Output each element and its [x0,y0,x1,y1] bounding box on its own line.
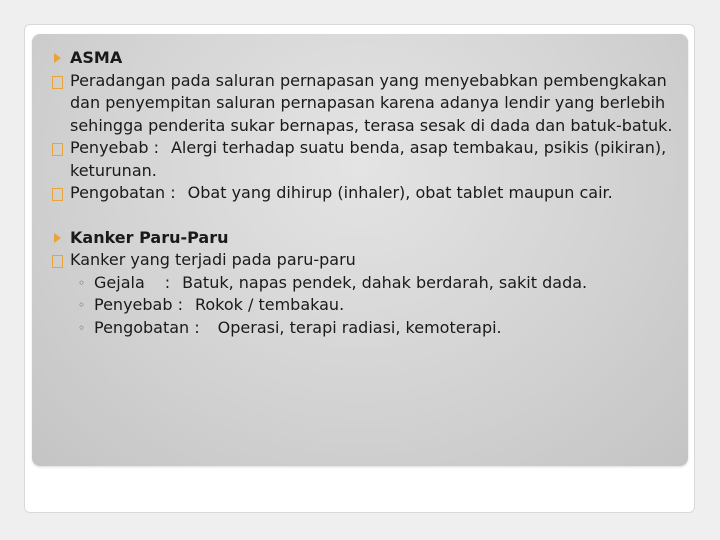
circle-bullet-icon: ◦ [78,275,86,290]
asma-treatment-value: Obat yang dihirup (inhaler), obat tablet maupun cair. [187,183,613,202]
asma-treatment-label: Pengobatan : [70,183,176,202]
kanker-definition: Kanker yang terjadi pada paru-paru [70,250,356,269]
slide-body [52,47,692,339]
kanker-treatment-value: Operasi, terapi radiasi, kemoterapi. [217,317,502,337]
box-bullet-icon [52,137,66,165]
asma-cause-value: Alergi terhadap suatu benda, asap tembakau, psikis (pikiran), keturunan. [70,138,667,180]
box-bullet-icon [52,182,66,210]
kanker-definition-item [52,249,692,272]
kanker-cause-value: Rokok / tembakau. [194,295,345,314]
kanker-cause-label: Penyebab : [94,295,183,314]
kanker-heading: Kanker Paru-Paru [70,227,229,247]
asma-cause-item [52,137,692,182]
asma-definition: Peradangan pada saluran pernapasan yang menyebabkan pembengkakan dan penyempitan saluran pernapasan karena adanya lendir yang berlebih sehingga penderita sukar bernapas, terasa sesak di dada dan batuk-batuk. [70,70,673,135]
arrow-bullet-icon [52,47,66,72]
asma-heading-item [52,47,692,70]
circle-bullet-icon: ◦ [78,320,86,335]
kanker-symptom-label: Gejala [94,272,145,292]
kanker-symptom-sep: : [164,272,171,292]
kanker-treatment-item [52,317,692,340]
asma-treatment-item [52,182,692,205]
arrow-bullet-icon [52,227,66,252]
kanker-symptom-value: Batuk, napas pendek, dahak berdarah, sakit dada. [182,272,588,292]
kanker-symptom-item [52,272,692,295]
circle-bullet-icon: ◦ [78,298,86,312]
kanker-treatment-label: Pengobatan : [94,317,200,337]
asma-cause-label: Penyebab : [70,138,159,157]
asma-definition-item [52,70,692,138]
kanker-cause-item [52,294,692,317]
kanker-heading-item [52,227,692,250]
box-bullet-icon [52,70,66,98]
asma-heading: ASMA [70,48,123,67]
